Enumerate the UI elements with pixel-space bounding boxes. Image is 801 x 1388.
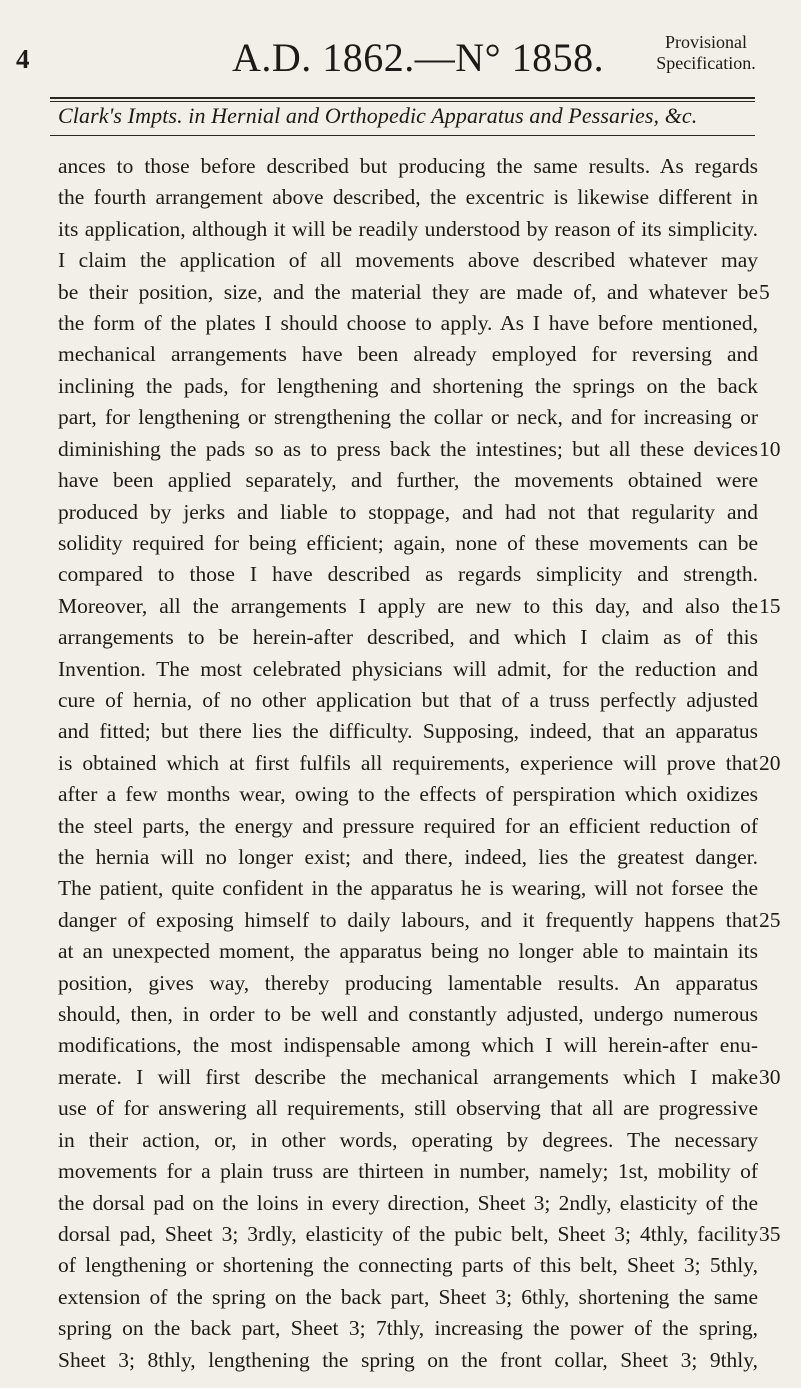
text-line: ances to those before described but producing the same results. As regards: [58, 154, 758, 178]
running-head-rule: [50, 135, 755, 136]
header-rule-thick: [50, 97, 755, 99]
text-line: use of for answering all requirements, still observing that all are progressive: [58, 1096, 758, 1121]
text-line: Invention. The most celebrated physicians will admit, for the reduction and: [58, 656, 758, 681]
text-line: be their position, size, and the material they are made of, and whatever be: [58, 279, 758, 304]
text-line: part, for lengthening or strengthening the collar or neck, and for increasing or: [58, 405, 758, 430]
text-line: movements for a plain truss are thirteen in number, namely; 1st, mobility of: [58, 1159, 758, 1184]
line-number-5: 5: [759, 279, 770, 304]
provisional-specification-label: [643, 32, 769, 74]
text-line: at an unexpected moment, the apparatus being no longer able to maintain its: [58, 939, 758, 964]
text-line: in their action, or, in other words, operating by degrees. The necessary: [58, 1127, 758, 1152]
text-line: after a few months wear, owing to the effects of perspiration which oxidizes: [58, 782, 758, 807]
text-line: The patient, quite confident in the apparatus he is wearing, will not forsee the: [58, 876, 758, 901]
text-line: the dorsal pad on the loins in every direction, Sheet 3; 2ndly, elasticity of the: [58, 1190, 758, 1215]
text-line: the steel parts, the energy and pressure required for an efficient reduction of: [58, 813, 758, 838]
text-line: its application, although it will be readily understood by reason of its simplicity.: [58, 216, 758, 241]
text-line: diminishing the pads so as to press back the intestines; but all these devices: [58, 436, 758, 461]
text-line: and fitted; but there lies the difficulty. Supposing, indeed, that an apparatus: [58, 719, 758, 744]
text-line: solidity required for being efficient; again, none of these movements can be: [58, 530, 758, 555]
line-number-20: 20: [759, 750, 781, 775]
text-line: the form of the plates I should choose to apply. As I have before mentioned,: [58, 311, 758, 336]
text-line: the fourth arrangement above described, the excentric is likewise different in: [58, 185, 758, 210]
text-line: Moreover, all the arrangements I apply are new to this day, and also the: [58, 593, 758, 618]
line-number-35: 35: [759, 1221, 781, 1246]
text-line: mechanical arrangements have been already employed for reversing and: [58, 342, 758, 367]
text-line: spring on the back part, Sheet 3; 7thly, increasing the power of the spring,: [58, 1316, 758, 1341]
text-line: have been applied separately, and further, the movements obtained were: [58, 468, 758, 493]
page-number: 4: [16, 44, 30, 74]
line-number-30: 30: [759, 1064, 781, 1089]
text-line: produced by jerks and liable to stoppage, and had not that regularity and: [58, 499, 758, 524]
text-line: arrangements to be herein-after described, and which I claim as of this: [58, 625, 758, 650]
text-line: danger of exposing himself to daily labours, and it frequently happens that: [58, 907, 758, 932]
text-line: dorsal pad, Sheet 3; 3rdly, elasticity of the pubic belt, Sheet 3; 4thly, facility: [58, 1221, 758, 1246]
text-line: extension of the spring on the back part, Sheet 3; 6thly, shortening the same: [58, 1284, 758, 1309]
line-number-10: 10: [759, 436, 781, 461]
text-line: merate. I will first describe the mechanical arrangements which I make: [58, 1064, 758, 1089]
text-line: modifications, the most indispensable among which I will herein-after enu-: [58, 1033, 758, 1058]
provisional-label-line1: Provisional: [664, 32, 747, 52]
text-line: should, then, in order to be well and constantly adjusted, undergo numerous: [58, 1002, 758, 1027]
text-line: inclining the pads, for lengthening and shortening the springs on the back: [58, 373, 758, 398]
text-line: cure of hernia, of no other application but that of a truss perfectly adjusted: [58, 687, 758, 712]
text-line: is obtained which at first fulfils all requirements, experience will prove that: [58, 750, 758, 775]
running-head: Clark's Impts. in Hernial and Orthopedic Apparatus and Pessaries, &c.: [58, 103, 698, 128]
line-number-25: 25: [759, 907, 781, 932]
text-line: of lengthening or shortening the connecting parts of this belt, Sheet 3; 5thly,: [58, 1253, 758, 1278]
text-line: the hernia will no longer exist; and there, indeed, lies the greatest danger.: [58, 845, 758, 870]
provisional-label-line2: Specification.: [656, 53, 756, 73]
text-line: compared to those I have described as regards simplicity and strength.: [58, 562, 758, 587]
text-line: I claim the application of all movements above described whatever may: [58, 248, 758, 273]
header-rule-thin: [50, 101, 755, 102]
line-number-15: 15: [759, 593, 781, 618]
text-line: Sheet 3; 8thly, lengthening the spring on the front collar, Sheet 3; 9thly,: [58, 1347, 758, 1372]
text-line: position, gives way, thereby producing lamentable results. An apparatus: [58, 970, 758, 995]
document-title: A.D. 1862.—N° 1858.: [232, 35, 605, 80]
